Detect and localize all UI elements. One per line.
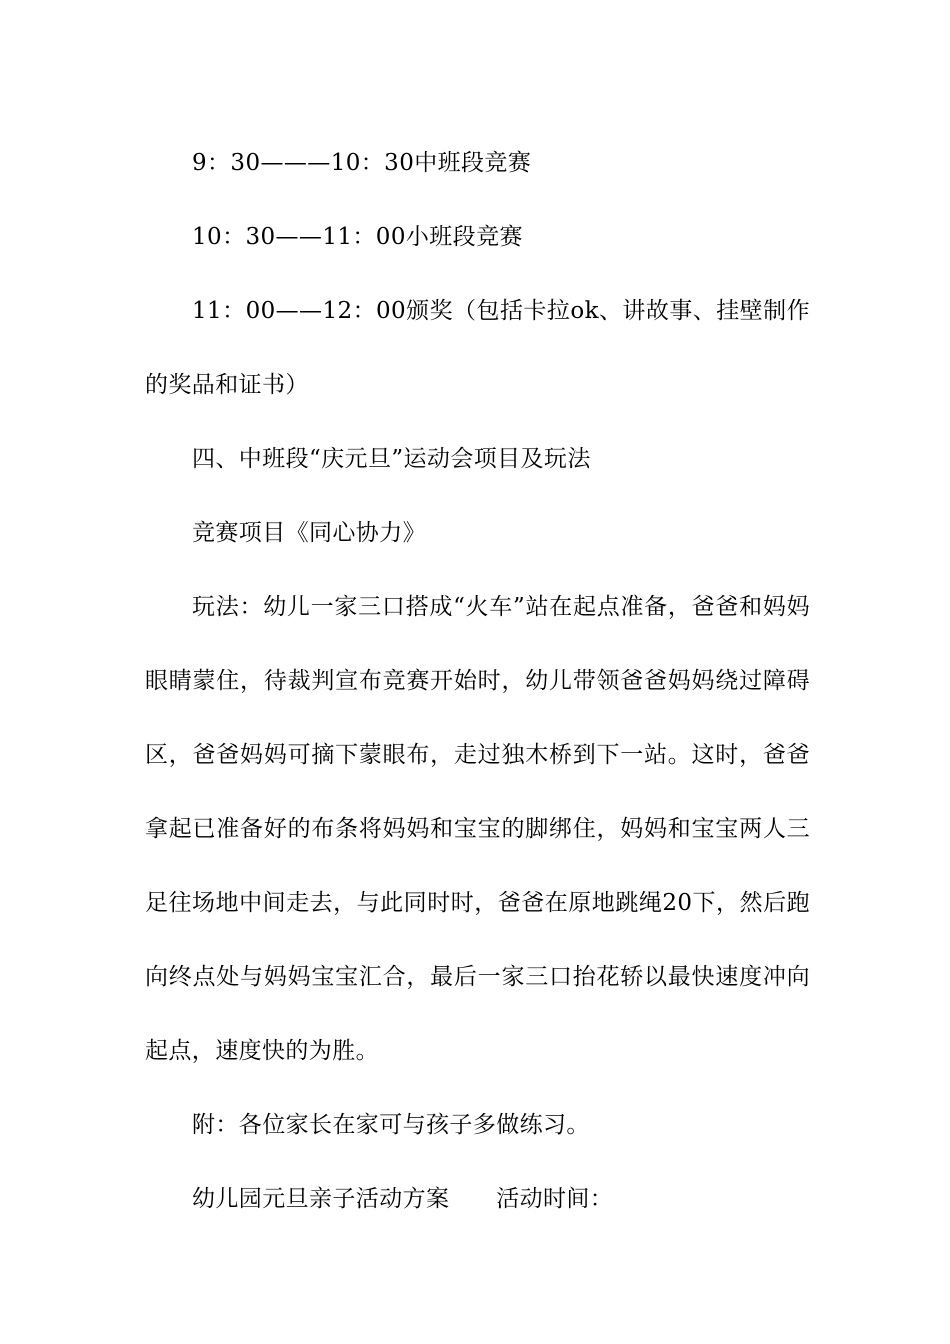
event-rules-paragraph: 玩法：幼儿一家三口搭成“火车”站在起点准备，爸爸和妈妈眼睛蒙住，待裁判宣布竞赛开始时，幼儿带领爸爸妈妈绕过障碍区，爸爸妈妈可摘下蒙眼布，走过独木桥到下一站。这时，爸爸拿起已准备好的布条将妈妈和宝宝的脚绑住，妈妈和宝宝两人三足往场地中间走去，与此同时时，爸爸在原地跳绳20下，然后跑向终点处与妈妈宝宝汇合，最后一家三口抬花轿以最快速度冲向起点，速度快的为胜。 xyxy=(145,594,810,1064)
appendix-note: 附：各位家长在家可与孩子多做练习。 xyxy=(192,1112,590,1138)
schedule-line-small-class: 10：30——11：00小班段竞赛 xyxy=(192,224,523,250)
document-body xyxy=(145,126,810,1236)
schedule-line-awards: 11：00——12：00颁奖（包括卡拉ok、讲故事、挂壁制作的奖品和证书） xyxy=(145,298,810,398)
section-heading: 四、中班段“庆元旦”运动会项目及玩法 xyxy=(192,446,591,472)
next-section-title: 幼儿园元旦亲子活动方案 活动时间： xyxy=(192,1186,614,1212)
schedule-line-middle-class: 9：30———10：30中班段竞赛 xyxy=(192,150,532,176)
event-title: 竞赛项目《同心协力》 xyxy=(192,520,426,546)
